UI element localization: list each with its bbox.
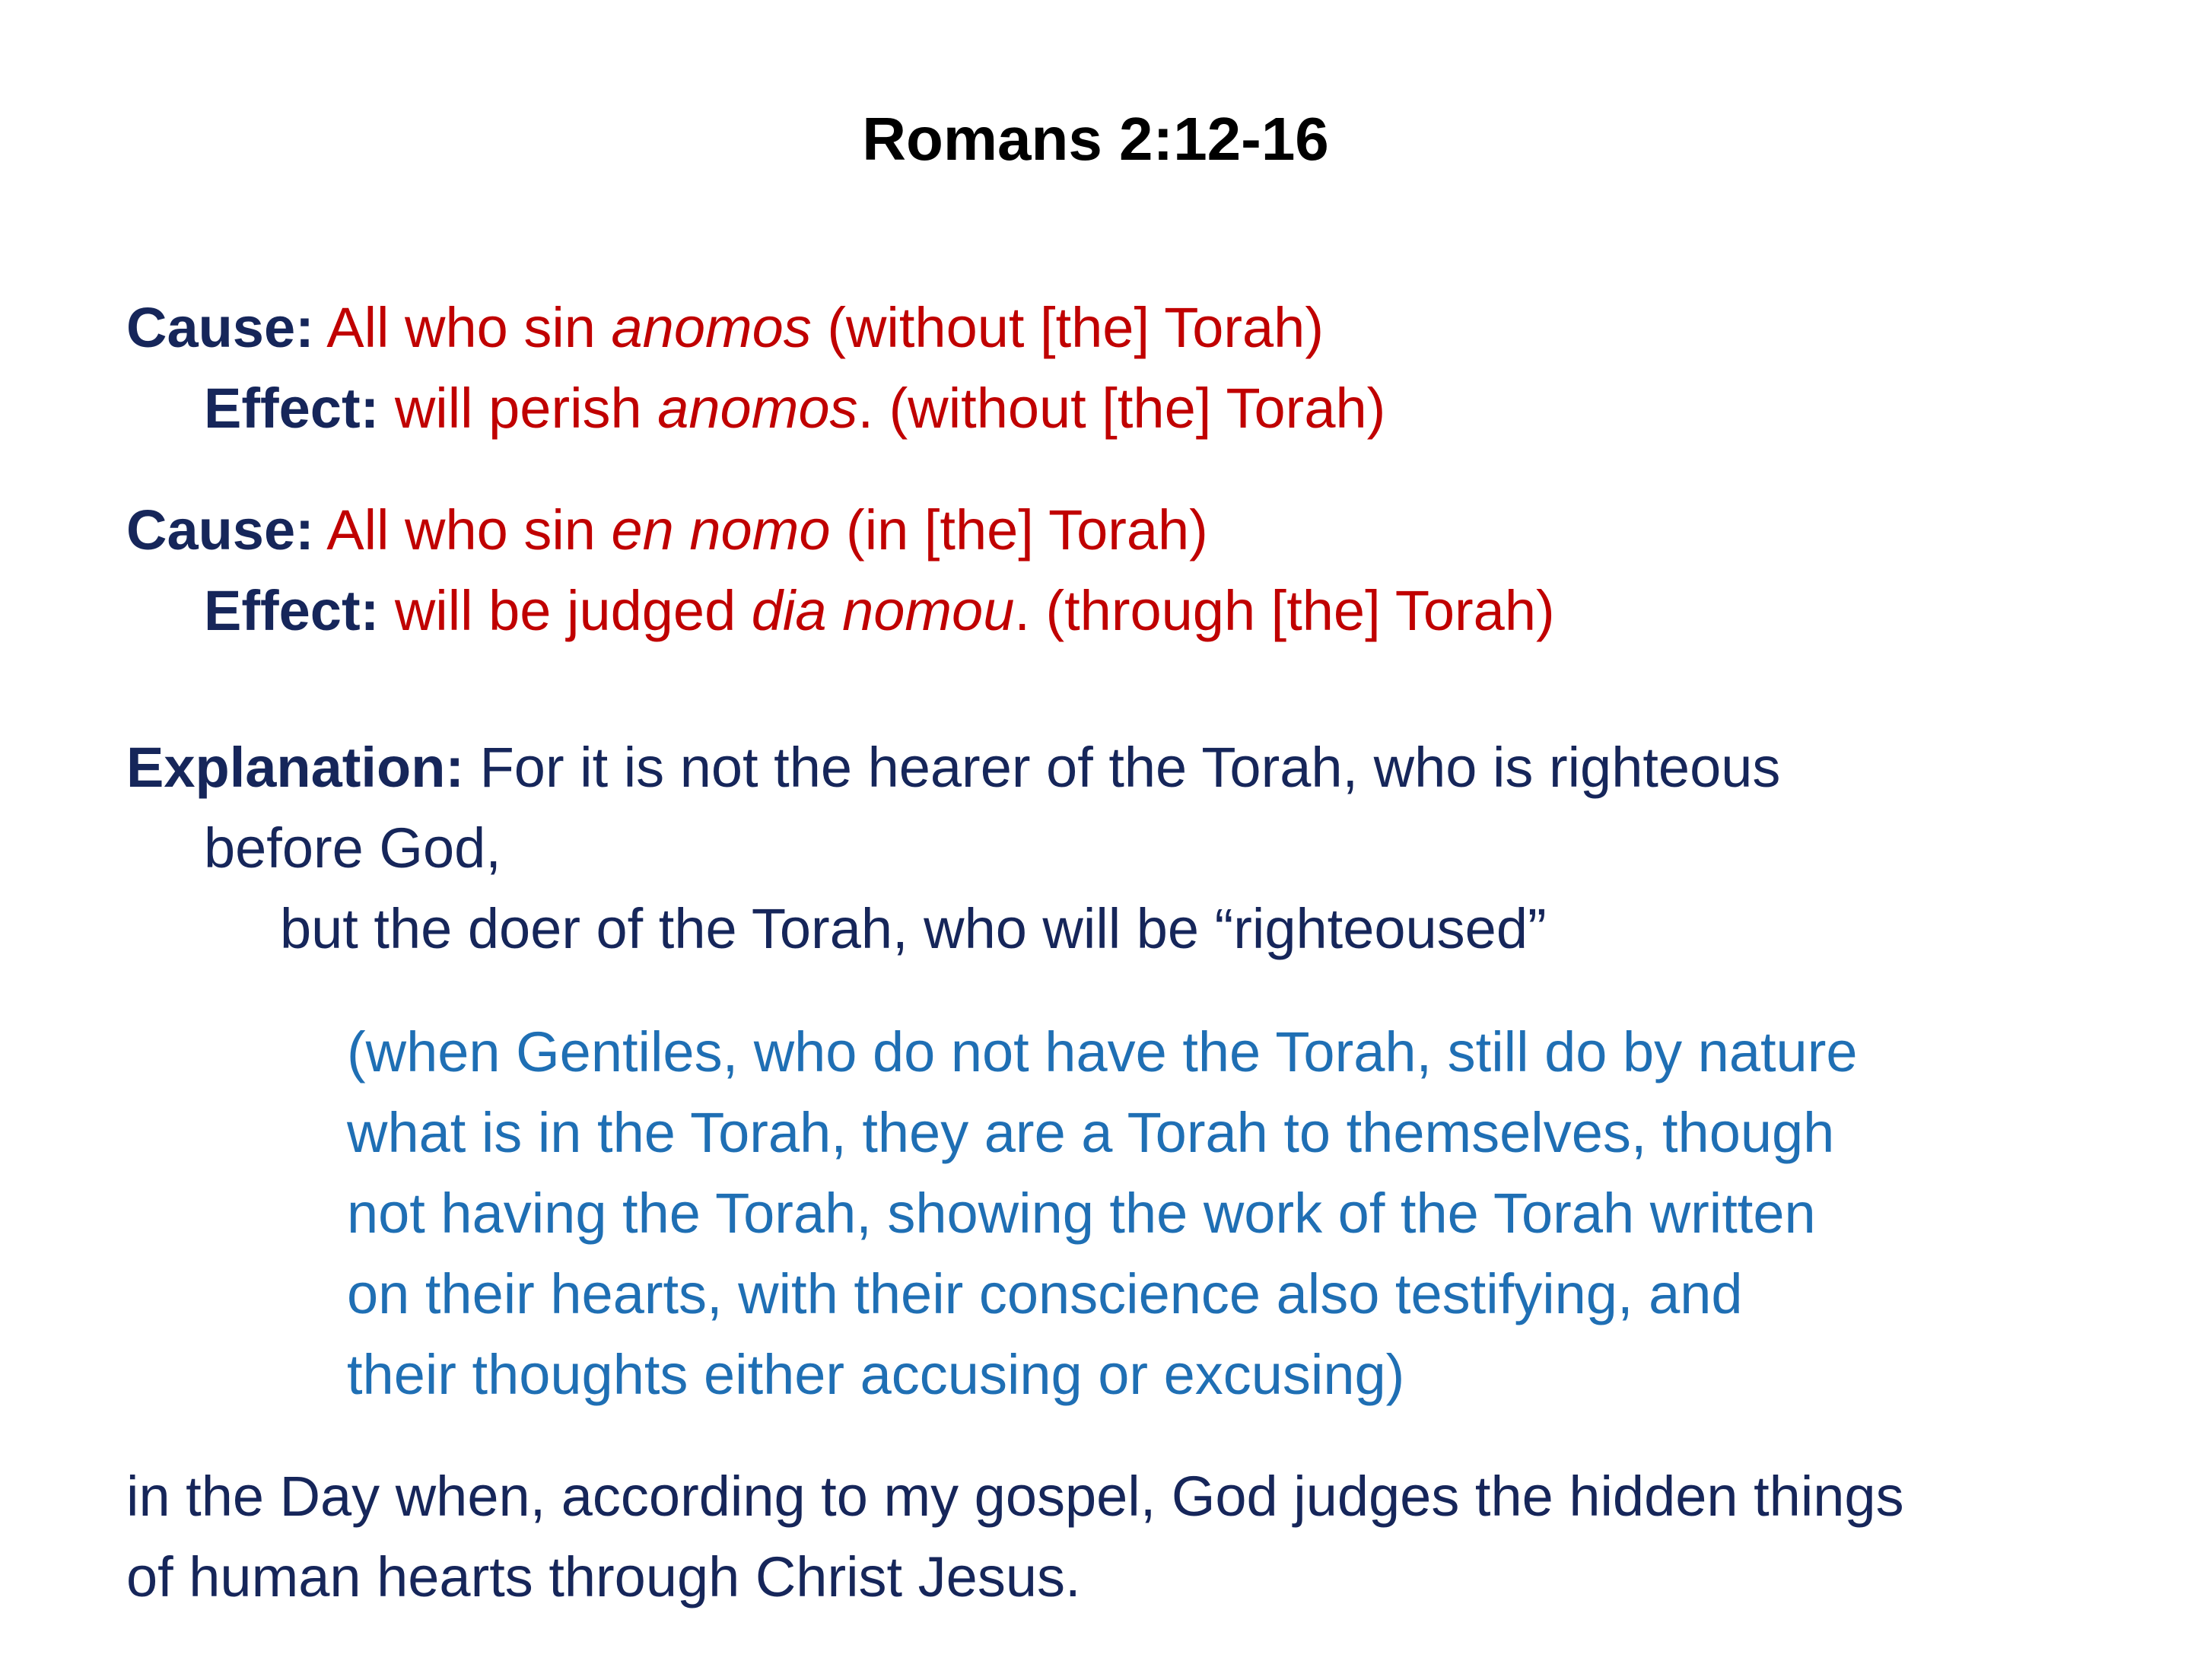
explanation-label: Explanation: bbox=[126, 736, 465, 799]
effect-line-1 bbox=[204, 368, 1385, 449]
explanation-line-1 bbox=[126, 727, 1780, 808]
parenthetical-line: their thoughts either accusing or excusing) bbox=[347, 1343, 1405, 1406]
effect-label: Effect: bbox=[204, 377, 380, 440]
effect-gloss: . (without [the] Torah) bbox=[857, 377, 1386, 440]
greek-term: en nomo bbox=[611, 498, 831, 562]
cause-gloss: (without [the] Torah) bbox=[811, 296, 1324, 359]
slide-title: Romans 2:12-16 bbox=[862, 105, 1329, 173]
cause-label: Cause: bbox=[126, 498, 314, 562]
greek-term: dia nomou bbox=[751, 579, 1015, 642]
greek-term: anomos bbox=[657, 377, 858, 440]
cause-gloss: (in [the] Torah) bbox=[830, 498, 1208, 562]
effect-text: will be judged bbox=[394, 579, 752, 642]
greek-term: anomos bbox=[611, 296, 812, 359]
cause-label: Cause: bbox=[126, 296, 314, 359]
effect-gloss: . (through [the] Torah) bbox=[1014, 579, 1555, 642]
explanation-line-2: before God, bbox=[204, 816, 501, 880]
parenthetical-line: (when Gentiles, who do not have the Torah, still do by nature bbox=[347, 1020, 1858, 1083]
cause-line-2 bbox=[126, 490, 1208, 571]
explanation-line-3: but the doer of the Torah, who will be “righteoused” bbox=[280, 897, 1547, 960]
conclusion-line: of human hearts through Christ Jesus. bbox=[126, 1545, 1081, 1608]
explanation-text: For it is not the hearer of the Torah, who is righteous bbox=[479, 736, 1781, 799]
cause-line-1 bbox=[126, 288, 1324, 368]
parenthetical-line: what is in the Torah, they are a Torah to themselves, though bbox=[347, 1101, 1835, 1164]
effect-line-2 bbox=[204, 571, 1555, 651]
parenthetical-line: on their hearts, with their conscience also testifying, and bbox=[347, 1262, 1743, 1325]
effect-text: will perish bbox=[394, 377, 658, 440]
parenthetical-line: not having the Torah, showing the work of the Torah written bbox=[347, 1182, 1816, 1245]
conclusion-line: in the Day when, according to my gospel, God judges the hidden things bbox=[126, 1465, 1904, 1528]
cause-text: All who sin bbox=[326, 296, 612, 359]
cause-text: All who sin bbox=[326, 498, 612, 562]
effect-label: Effect: bbox=[204, 579, 380, 642]
